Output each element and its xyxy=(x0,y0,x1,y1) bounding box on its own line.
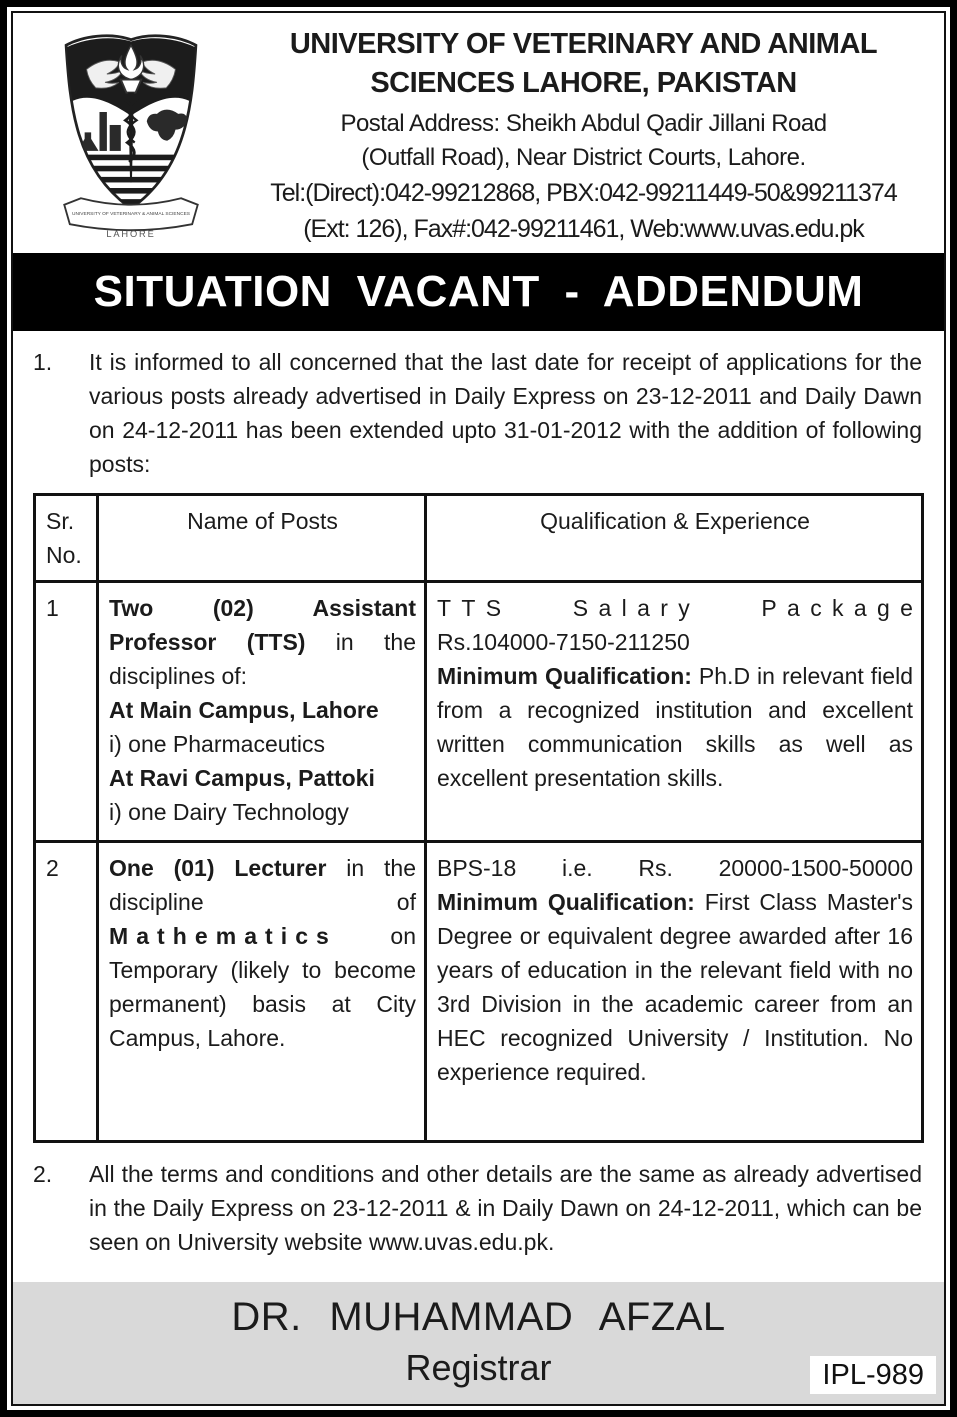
text-run: TTS xyxy=(437,595,512,621)
text-run: in the discipline of xyxy=(109,855,417,915)
masthead-text xyxy=(231,23,936,247)
notice-item-1-text: It is informed to all concerned that the last date for receipt of applications for the various posts already advertised in Daily Express on 23-12-2011 and Daily Dawn on 24-12-2011 has been extended upto 31-01-2012 with the addition of following posts: xyxy=(89,349,922,477)
header-sr-no xyxy=(35,495,98,582)
text-run: i) one Pharmaceutics xyxy=(109,731,326,757)
text-run: in the disciplines of: xyxy=(109,629,416,689)
notice-item-2-number: 2. xyxy=(33,1161,53,1187)
text-line-block xyxy=(109,795,416,829)
text-run: Salary xyxy=(572,595,701,621)
text-line-block xyxy=(437,625,913,659)
situation-vacant-banner xyxy=(13,253,944,331)
text-line-block xyxy=(109,591,416,693)
text-run: Minimum Qualification: xyxy=(437,889,695,915)
telephone-line: Tel:(Direct):042-99212868, PBX:042-99211449-50&99211374 xyxy=(270,179,897,207)
text-line-block xyxy=(437,659,913,795)
text-line-block xyxy=(437,885,913,1089)
text-run: Mathematics xyxy=(109,923,337,949)
signature-footer xyxy=(13,1282,944,1404)
postal-address-line2: (Outfall Road), Near District Courts, Lahore. xyxy=(361,144,806,171)
masthead xyxy=(13,13,944,249)
posts-table xyxy=(33,493,924,1143)
signatory-name: DR. MUHAMMAD AFZAL xyxy=(231,1295,726,1339)
text-line-block xyxy=(437,851,913,885)
text-run: i) one Dairy Technology xyxy=(109,799,349,825)
row1-sr-cell: 1 xyxy=(35,582,98,842)
notice-item-2 xyxy=(33,1157,922,1259)
text-run: At Main Campus, Lahore xyxy=(109,697,379,723)
row1-qualification-cell xyxy=(426,582,923,842)
header-sr-line2: No. xyxy=(46,542,82,568)
university-title-line1: UNIVERSITY OF VETERINARY AND ANIMAL xyxy=(289,28,878,60)
header-name-of-posts: Name of Posts xyxy=(98,495,426,582)
text-run: Minimum Qualification: xyxy=(437,663,692,689)
text-run: on Temporary (likely to become permanent) basis at City Campus, Lahore. xyxy=(109,923,416,1051)
text-line-block xyxy=(109,727,416,761)
notice-item-1-number: 1. xyxy=(33,349,53,375)
text-run: Two (02) Assistant Professor (TTS) xyxy=(109,595,416,655)
postal-address-line1: Postal Address: Sheikh Abdul Qadir Jillani Road xyxy=(340,110,827,137)
header-sr-line1: Sr. xyxy=(46,508,75,534)
ipl-code-badge: IPL-989 xyxy=(810,1356,936,1394)
text-run: Rs.104000-7150-211250 xyxy=(437,629,690,655)
text-run: Ph.D in relevant field from a recognized institution and excellent written communication skills as well as excellent presentation skills. xyxy=(437,663,913,791)
notice-item-1 xyxy=(33,345,922,481)
text-line-block xyxy=(437,591,924,625)
ribbon-text: UNIVERSITY OF VETERINARY & ANIMAL SCIENCES xyxy=(71,211,191,217)
row1-posts-cell xyxy=(98,582,426,842)
university-title-line2: SCIENCES LAHORE, PAKISTAN xyxy=(370,67,797,99)
row2-qualification-cell xyxy=(426,842,923,1142)
text-line-block xyxy=(109,693,416,727)
text-run: One (01) Lecturer xyxy=(109,855,327,881)
fax-web-line: (Ext: 126), Fax#:042-99211461, Web:www.uvas.edu.pk xyxy=(303,215,864,243)
header-qualification: Qualification & Experience xyxy=(426,495,923,582)
university-crest-icon xyxy=(38,23,224,239)
banner-title: SITUATION VACANT - ADDENDUM xyxy=(93,267,864,316)
text-run: Package xyxy=(761,595,924,621)
inner-frame xyxy=(11,11,946,1406)
notice-item-2-text: All the terms and conditions and other details are the same as already advertised in the Daily Express on 23-12-2011 & in Daily Dawn on 24-12-2011, which can be seen on University website www.uvas.edu.pk. xyxy=(89,1161,922,1255)
text-line-block xyxy=(109,851,416,1055)
text-line-block xyxy=(109,761,416,795)
row2-posts-cell xyxy=(98,842,426,1142)
signatory-title: Registrar xyxy=(405,1347,552,1388)
university-logo xyxy=(31,23,231,247)
text-run: BPS-18 i.e. Rs. 20000-1500-50000 xyxy=(437,855,913,881)
row2-sr-cell: 2 xyxy=(35,842,98,1142)
table-header-row xyxy=(35,495,923,582)
text-run: At Ravi Campus, Pattoki xyxy=(109,765,375,791)
table-row xyxy=(35,842,923,1142)
text-run: First Class Master's Degree or equivalent degree awarded after 16 years of education in the relevant field with no 3rd Division in the academic career from an HEC recognized University / Institution. No experience required. xyxy=(437,889,914,1085)
logo-city-text: LAHORE xyxy=(106,229,156,239)
table-row xyxy=(35,582,923,842)
